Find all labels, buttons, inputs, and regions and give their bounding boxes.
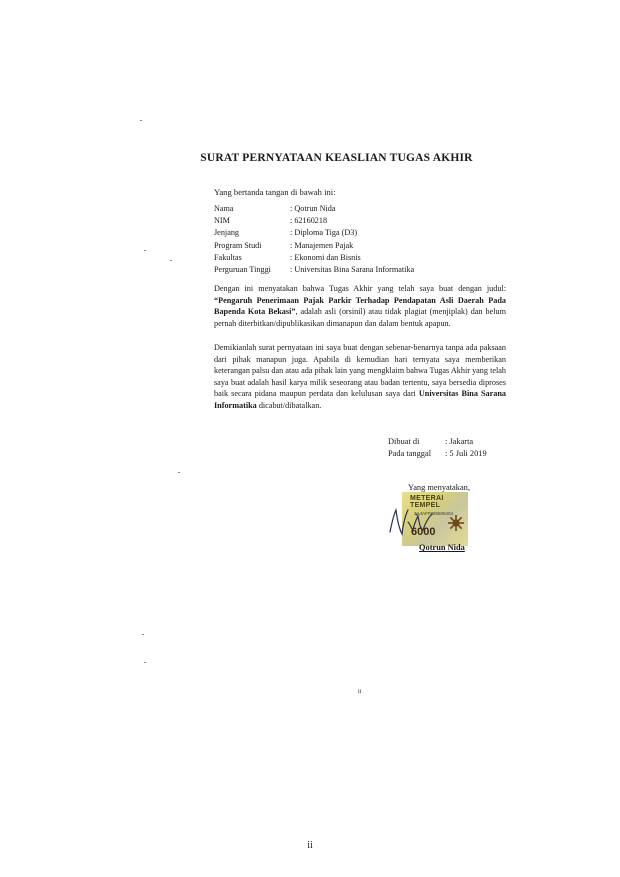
scan-speck: [178, 472, 180, 473]
scanned-page: [130, 90, 543, 698]
field-row-faculty: [214, 252, 414, 264]
place-label: Dibuat di: [388, 437, 420, 446]
stamp-value: 6000: [411, 526, 436, 538]
thesis-title: “Pengaruh Penerimaan Pajak Parkir Terhadap Pendapatan Asli Daerah Pada Bapenda Kota Bekasi”: [214, 295, 506, 317]
place-value: : Jakarta: [445, 437, 474, 446]
field-label: NIM: [214, 216, 230, 226]
scan-speck: [144, 250, 146, 251]
paragraph-text: Dengan ini menyatakan bahwa Tugas Akhir yang telah saya buat dengan judul:: [214, 284, 506, 293]
field-label: Nama: [214, 204, 234, 213]
scan-speck: [144, 662, 146, 663]
inner-page-number: ii: [358, 689, 362, 695]
field-label: Jenjang: [214, 228, 240, 238]
field-row-level: [214, 227, 414, 239]
paragraph-text: , adalah asli (orsinil) atau tidak plagiat (menjiplak) dan belum pernah diterbitkan/dipublikasikan dimanapun dan dalam bentuk apapun.: [214, 307, 506, 328]
field-row-program: [214, 240, 414, 252]
field-row-nim: [214, 215, 414, 227]
place-row: [388, 436, 487, 448]
field-row-name: [214, 203, 414, 215]
field-row-university: [214, 264, 414, 276]
paragraph-text: Demikianlah surat pernyataan ini saya buat dengan sebenar-benarnya tanpa ada paksaan dari pihak manapun juga. Apabila di kemudian hari ternyata saya memberikan keterangan palsu dan atau ada pihak lain yang mengklaim bahwa Tugas Akhir yang telah saya buat adalah hasil karya milik seseorang atau badan tertentu, saya bersedia diproses baik secara pidana maupun perdata dan kelulusan saya dari: [214, 343, 506, 399]
garuda-emblem-icon: [447, 514, 465, 532]
field-value: : Universitas Bina Sarana Informatika: [290, 265, 415, 275]
field-label: Program Studi: [214, 240, 262, 250]
document-title: SURAT PERNYATAAN KEASLIAN TUGAS AKHIR: [200, 152, 473, 164]
field-label: Perguruan Tinggi: [214, 265, 271, 275]
field-value: : Ekonomi dan Bisnis: [290, 252, 361, 262]
page-number: ii: [307, 840, 313, 851]
signer-name: Qotrun Nida: [419, 543, 465, 552]
stamp-line2: TEMPEL: [410, 502, 441, 509]
scan-speck: [142, 634, 144, 635]
closing-text: Yang menyatakan,: [408, 483, 470, 492]
date-row: [388, 448, 487, 460]
field-value: : 62160218: [290, 216, 328, 226]
field-value: : Diploma Tiga (D3): [290, 228, 358, 238]
place-date-block: [388, 436, 487, 459]
date-label: Pada tanggal: [388, 448, 432, 458]
field-value: : Qotrun Nida: [290, 204, 336, 213]
intro-text: Yang bertanda tangan di bawah ini:: [214, 187, 336, 197]
field-label: Fakultas: [214, 252, 242, 262]
date-value: : 5 Juli 2019: [445, 448, 487, 458]
scan-speck: [140, 120, 142, 121]
handwritten-signature: [386, 502, 446, 542]
declaration-paragraph: [214, 342, 506, 412]
stamp-line1: METERAI: [410, 495, 444, 502]
identity-fields: [214, 203, 414, 276]
scan-speck: [170, 260, 172, 261]
university-name: Universitas Bina Sarana Informatika: [214, 389, 506, 410]
stamp-serial: 3A4AFF885505404: [414, 511, 454, 516]
statement-paragraph: [214, 283, 506, 329]
field-value: : Manajemen Pajak: [290, 240, 354, 250]
paragraph-text: dicabut/dibatalkan.: [256, 400, 322, 410]
